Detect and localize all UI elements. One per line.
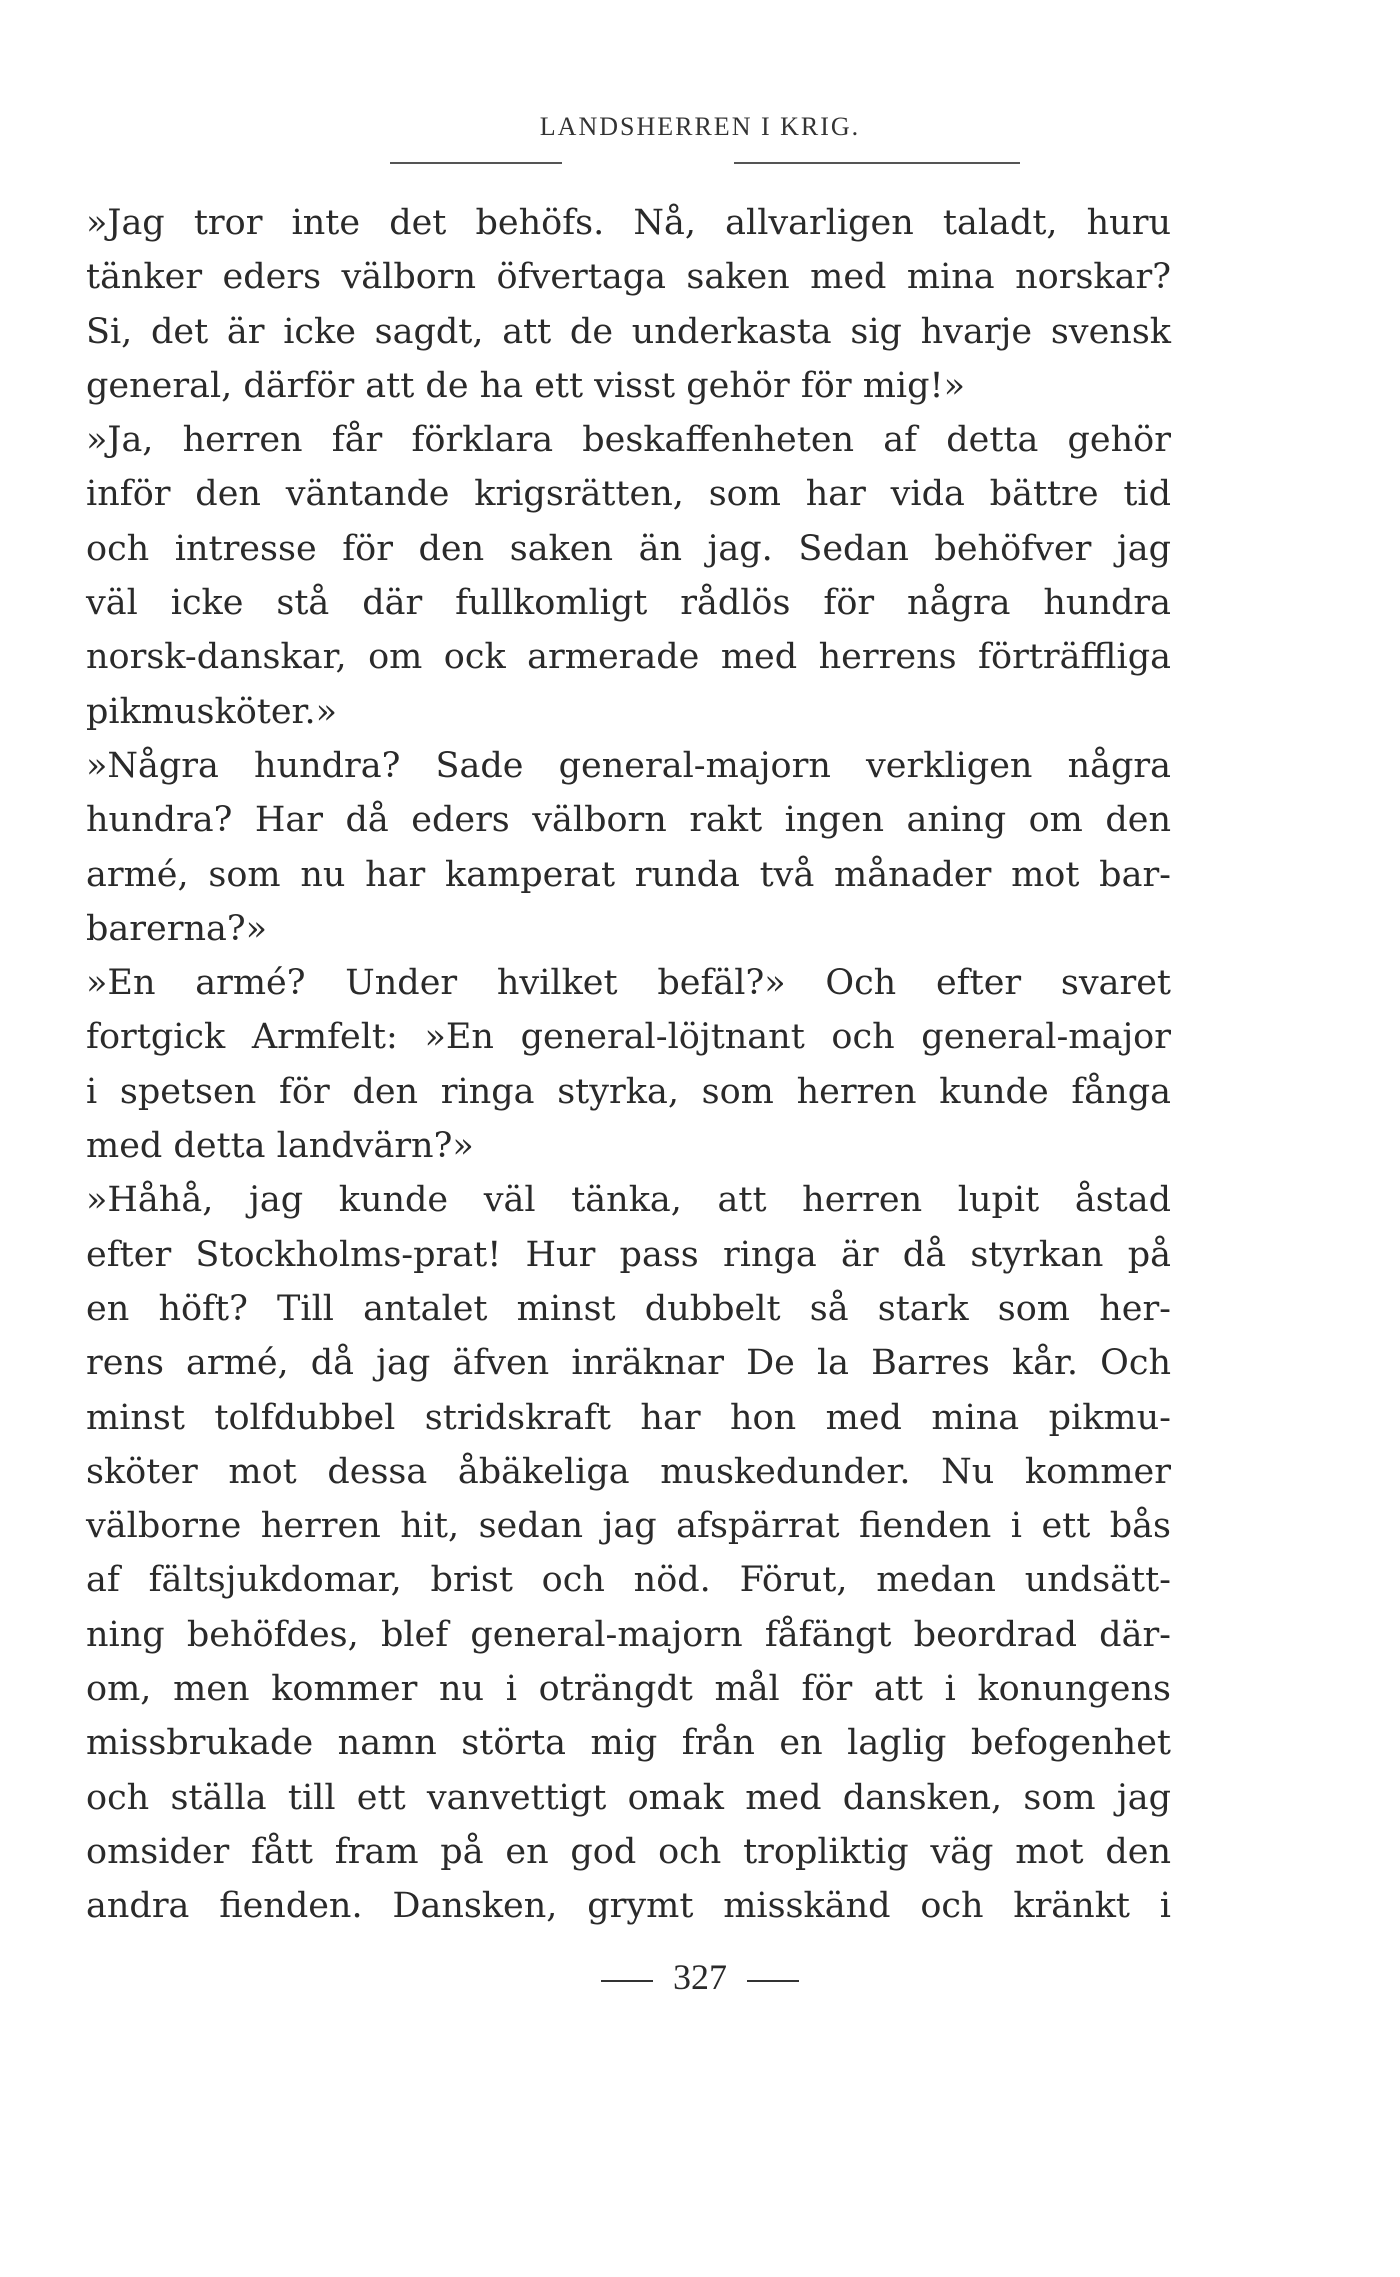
running-head-rule-left <box>390 162 562 164</box>
text-line: med detta landvärn?» <box>86 1126 474 1167</box>
text-line: omsider fått fram på en god och tropliktig väg mot den <box>86 1831 1171 1872</box>
text-line: i spetsen för den ringa styrka, som herren kunde fånga <box>86 1071 1171 1112</box>
text-line: af fältsjukdomar, brist och nöd. Förut, medan undsätt- <box>86 1560 1171 1601</box>
text-line: om, men kommer nu i oträngdt mål för att i konungens <box>86 1669 1171 1710</box>
running-head-rule-right <box>734 162 1020 164</box>
page-number-dash-left <box>601 1980 653 1982</box>
text-line: ning behöfdes, blef general-majorn fåfängt beordrad där- <box>86 1614 1171 1655</box>
page-number-dash-right <box>747 1980 799 1982</box>
running-head: LANDSHERREN I KRIG. <box>539 112 861 141</box>
text-line: »Håhå, jag kunde väl tänka, att herren lupit åstad <box>86 1180 1171 1221</box>
text-line: general, därför att de ha ett visst gehör för mig!» <box>86 365 965 406</box>
text-line: inför den väntande krigsrätten, som har vida bättre tid <box>86 474 1171 515</box>
text-line: »En armé? Under hvilket befäl?» Och efter svaret <box>86 963 1171 1004</box>
text-line: sköter mot dessa åbäkeliga muskedunder. Nu kommer <box>86 1451 1171 1492</box>
text-line: »Några hundra? Sade general-majorn verkligen några <box>86 745 1171 786</box>
text-line: och ställa till ett vanvettigt omak med dansken, som jag <box>86 1777 1171 1818</box>
page-number <box>0 1956 1400 1998</box>
text-line: »Ja, herren får förklara beskaffenheten af detta gehör <box>86 420 1171 461</box>
page-number-value: 327 <box>673 1957 727 1997</box>
text-line: norsk-danskar, om ock armerade med herrens förträffliga <box>86 637 1171 678</box>
text-line: väl icke stå där fullkomligt rådlös för några hundra <box>86 583 1171 624</box>
text-line: Si, det är icke sagdt, att de underkasta sig hvarje svensk <box>86 311 1171 352</box>
text-line: en höft? Till antalet minst dubbelt så stark som her- <box>86 1288 1171 1329</box>
text-line: pikmusköter.» <box>86 691 337 732</box>
text-line: tänker eders välborn öfvertaga saken med mina norskar? <box>86 257 1171 298</box>
body-text <box>86 196 1171 1934</box>
text-line: minst tolfdubbel stridskraft har hon med mina pikmu- <box>86 1397 1171 1438</box>
text-line: efter Stockholms-prat! Hur pass ringa är då styrkan på <box>86 1234 1171 1275</box>
text-line: hundra? Har då eders välborn rakt ingen aning om den <box>86 800 1171 841</box>
text-line: »Jag tror inte det behöfs. Nå, allvarligen taladt, huru <box>86 203 1171 243</box>
text-line: armé, som nu har kamperat runda två månader mot bar- <box>86 854 1171 895</box>
text-line: andra fienden. Dansken, grymt misskänd och kränkt i <box>86 1886 1171 1927</box>
text-line: och intresse för den saken än jag. Sedan behöfver jag <box>86 528 1171 569</box>
text-line: fortgick Armfelt: »En general-löjtnant och general-major <box>86 1017 1171 1058</box>
text-line: barerna?» <box>86 908 268 949</box>
text-line: välborne herren hit, sedan jag afspärrat fienden i ett bås <box>86 1506 1171 1547</box>
text-line: missbrukade namn störta mig från en laglig befogenhet <box>86 1723 1171 1764</box>
text-line: rens armé, då jag äfven inräknar De la Barres kår. Och <box>86 1343 1171 1384</box>
